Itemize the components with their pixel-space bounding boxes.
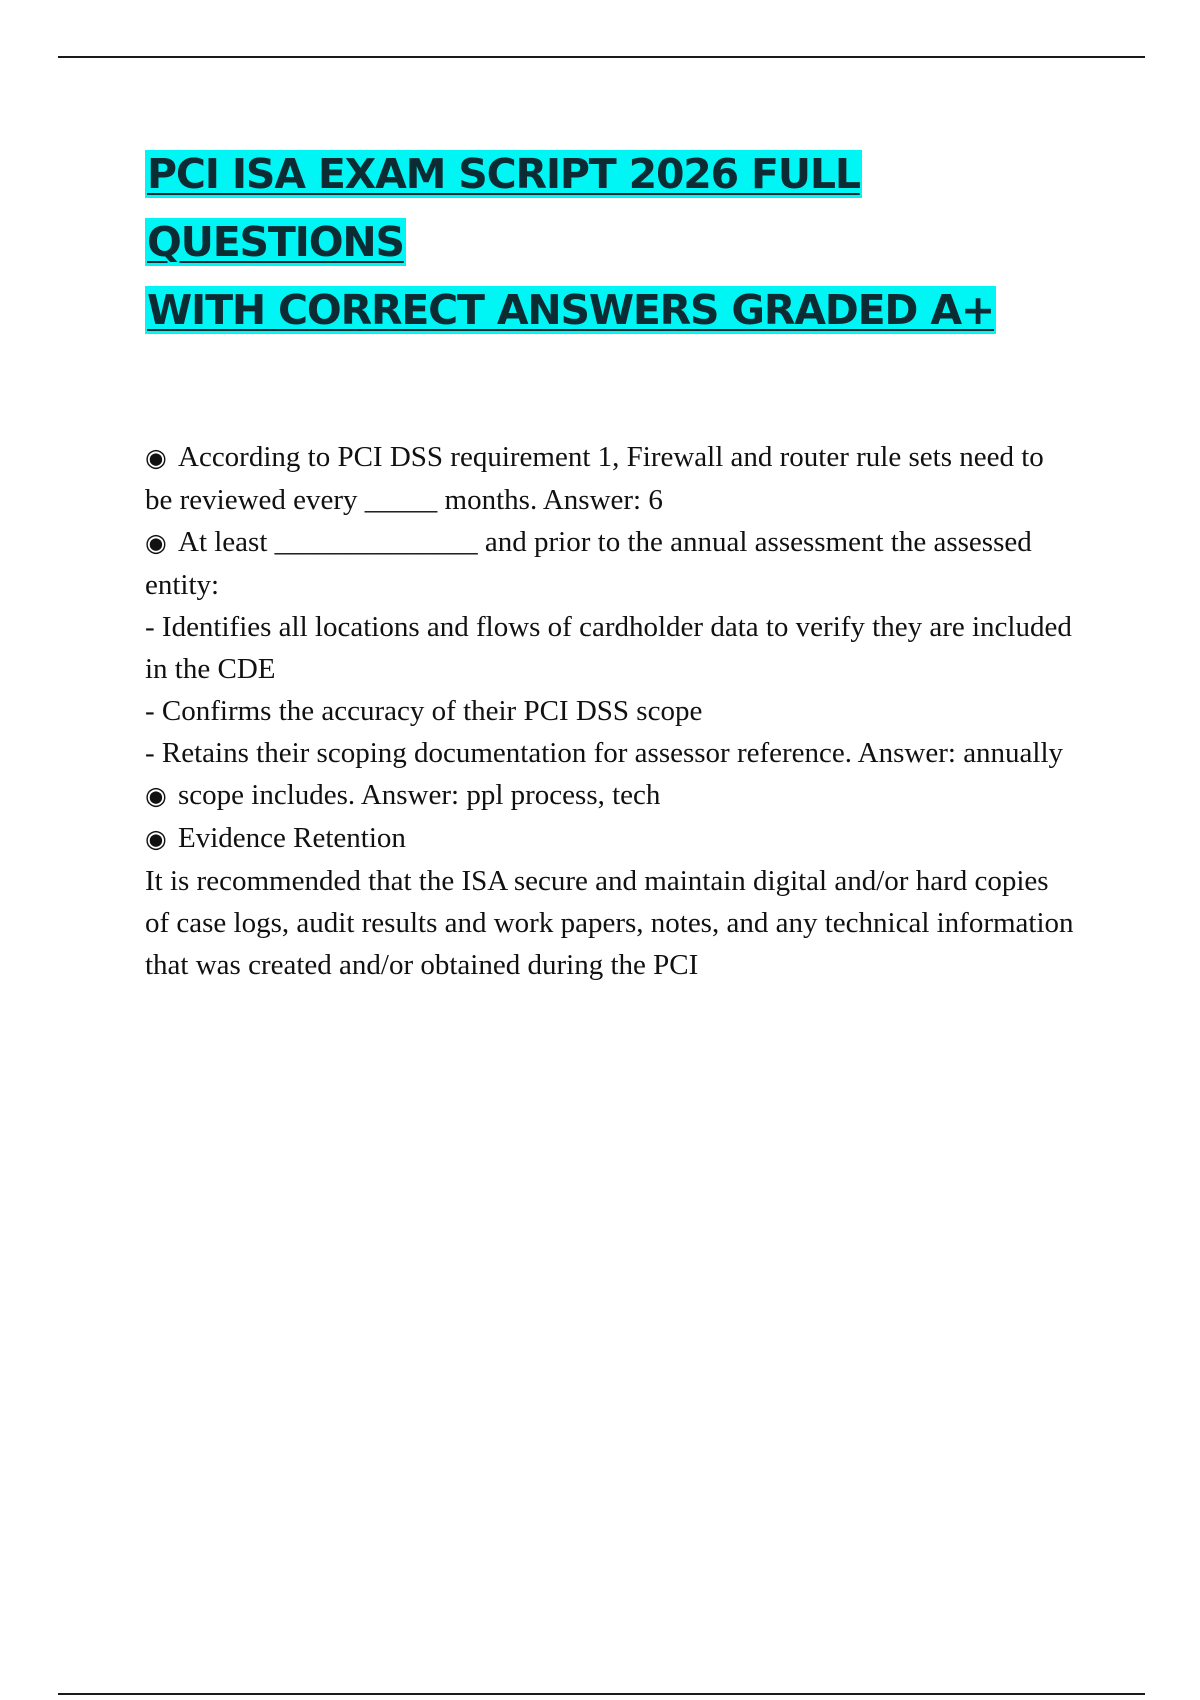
question-1-text: According to PCI DSS requirement 1, Firewall and router rule sets need to be reviewed every _____ months. Answer: 6 [145, 441, 1044, 516]
title-line-2: WITH CORRECT ANSWERS GRADED A+ [147, 286, 995, 334]
question-2-subitem-3: - Retains their scoping documentation for assessor reference. Answer: annually [145, 737, 1064, 769]
radio-bullet-icon: ◉ [145, 528, 167, 557]
question-1 [145, 436, 1075, 521]
question-2-text: At least ______________ and prior to the annual assessment the assessed entity: [145, 526, 1032, 601]
question-3-text: scope includes. Answer: ppl process, tech [178, 779, 661, 811]
question-2-subitem-2: - Confirms the accuracy of their PCI DSS scope [145, 695, 703, 727]
evidence-retention-paragraph: It is recommended that the ISA secure and maintain digital and/or hard copies of case logs, audit results and work papers, notes, and any technical information that was created and/or obtained during the PCI [145, 865, 1074, 981]
bottom-divider [58, 1693, 1145, 1695]
radio-bullet-icon: ◉ [145, 443, 167, 472]
document-body [145, 436, 1075, 986]
document-title [145, 140, 1085, 344]
radio-bullet-icon: ◉ [145, 781, 167, 810]
question-2-subitem-1: - Identifies all locations and flows of cardholder data to verify they are included in the CDE [145, 611, 1072, 685]
title-line-1: PCI ISA EXAM SCRIPT 2026 FULL QUESTIONS [147, 150, 860, 266]
question-2 [145, 521, 1075, 606]
question-3 [145, 774, 1075, 817]
top-divider [58, 56, 1145, 58]
question-4-text: Evidence Retention [178, 822, 406, 854]
radio-bullet-icon: ◉ [145, 824, 167, 853]
question-4 [145, 817, 1075, 860]
